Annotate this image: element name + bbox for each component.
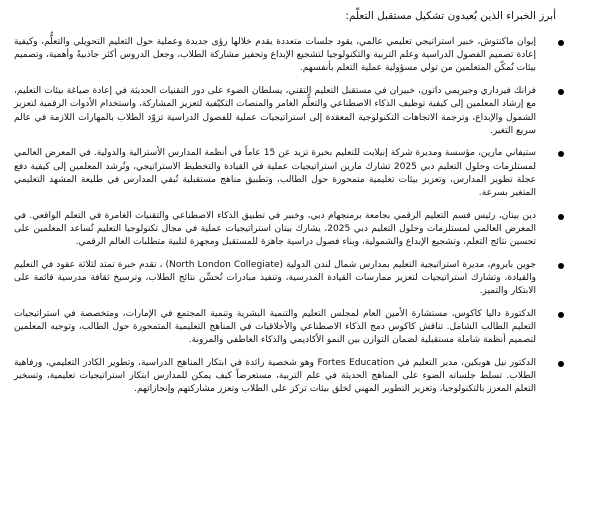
document-heading: أبرز الخبراء الذين يُعيدون تشكيل مستقبل التعلّم: — [345, 10, 556, 22]
list-item — [14, 210, 574, 250]
expert-paragraph: الدكتورة داليا كاكوس، مستشارة الأمين العام لمجلس التعليم والتنمية البشرية وتنمية المجتمع في الإمارات، ومتخصصة في استراتيجيات التعليم الطالب الشامل. تناقش كاكوس دمج الذكاء الاصطناعي والأخلاقيات في المناهج التعليمية المتمحورة حول الطالب، وتوجيه المعلمين لتصميم أنظمة شاملة مستقبلية لضمان التوازن بين النمو الأكاديمي والذكاء العاطفي والمرونة. — [14, 308, 536, 346]
expert-paragraph: الدكتور نيل هوبكين، مدير التعليم في Fortes Education وهو شخصية رائدة في ابتكار المناهج الدراسية، وتطوير الكادر التعليمي، ورفاهية الطلاب. تسلط جلساته الضوء على المناهج الحديثة في علم التربية، مستعرضاً كيف يمكن للمدارس ابتكار استراتيجيات تعليمية، وتسخير التعلم المعزز بالتكنولوجيا، وتعزيز التطوير المهني لخلق بيئات تركز على الطلاب وتعزز مشاركتهم وإنجازاتهم. — [14, 358, 536, 395]
expert-paragraph: جوين بايروم، مديرة استراتيجية التعليم بمدارس شمال لندن الدولية (North London Collegiate) ، تقدم خبرة تمتد لثلاثة عقود في التعليم والقيادة، وتشارك استراتيجيات لتعزيز ممارسات القيادة المدرسية، وتنفيذ مبادرات تُحسِّن نتائج الطلاب، وترسيخ ثقافة مدرسية قائمة على الابتكار والتميز. — [14, 259, 536, 297]
bullet-icon — [558, 361, 564, 367]
list-item — [14, 357, 574, 397]
list-item — [14, 147, 574, 200]
expert-list — [14, 36, 574, 397]
bullet-icon — [558, 40, 564, 46]
document-body — [14, 9, 574, 406]
bullet-icon — [558, 151, 564, 157]
list-item — [14, 36, 574, 76]
bullet-icon — [558, 312, 564, 318]
bullet-icon — [558, 89, 564, 95]
expert-paragraph: إيوان ماكنتوش، خبير استراتيجي تعليمي عالمي، يقود جلسات متعددة يقدم خلالها رؤى جديدة وعملية حول التعليم التحويلي والتعلُّم، وكيفية إعادة تصميم الفصول الدراسية وعلم التربية والتكنولوجيا لتشجيع الإبداع وتحفيز مشاركة الطلاب، وجعل الدروس أكثر جاذبيةً وأهمية، وتصميم بيئات تُمكّن المتعلمين من تولي مسؤولية عملية التعلم بأنفسهم. — [14, 37, 536, 74]
list-item — [14, 85, 574, 138]
expert-paragraph: ستيفاني مارين، مؤسسة ومديرة شركة إنيلايت للتعليم بخبرة تزيد عن 15 عاماً في أنظمة المدارس الأسترالية والدولية. في المعرض العالمي لمستلزمات وحلول التعليم دبي 2025 تشارك مارين استراتيجيات عملية في القيادة والتخطيط الاستراتيجي، وتُرشد المعلمين إلى كيفية دفع عجلة تطوير المدارس، وتعزيز بيئات تعليمية متمحورة حول الطالب، وتطبيق مناهج مستقبلية تُبقي المدارس في طليعة المشهد التعليمي المتغير بسرعة. — [14, 148, 536, 199]
bullet-icon — [558, 263, 564, 269]
expert-paragraph: فرانك فيرداري وجيريمي داتون، خبيران في مستقبل التعليم التقني، يسلطان الضوء على دور التقنيات الحديثة في إعادة صياغة بيئات التعليم، مع إرشاد المعلمين إلى كيفية توظيف الذكاء الاصطناعي والتعلُّم الغامر والمنصات التكيّفية لتعزيز المشاركة، واستخدام الأدوات الرقمية لتعزيز الشمول والإبداع، وترجمة الاتجاهات التكنولوجية المعقدة إلى استراتيجيات عملية للفصول الدراسية تزوّد الطلاب بالمهارات اللازمة في عالم سريع التغير. — [14, 86, 536, 136]
list-item — [14, 259, 574, 299]
expert-paragraph: دين بيتان، رئيس قسم التعليم الرقمي بجامعة برمنجهام دبي، وخبير في تطبيق الذكاء الاصطناعي والتقنيات الغامرة في التعلم الواقعي. في المعرض العالمي لمستلزمات وحلول التعليم دبي 2025، يشارك بيتان استراتيجيات عملية في مجال تكنولوجيا التعليم تُساعد المعلمين على تحسين نتائج التعلم، وتشجيع الإبداع والشمولية، وبناء فصول دراسية جاهزة للمستقبل ومجهزة لتلبية متطلبات العالم الرقمي. — [14, 210, 536, 248]
bullet-icon — [558, 214, 564, 220]
list-item — [14, 308, 574, 348]
